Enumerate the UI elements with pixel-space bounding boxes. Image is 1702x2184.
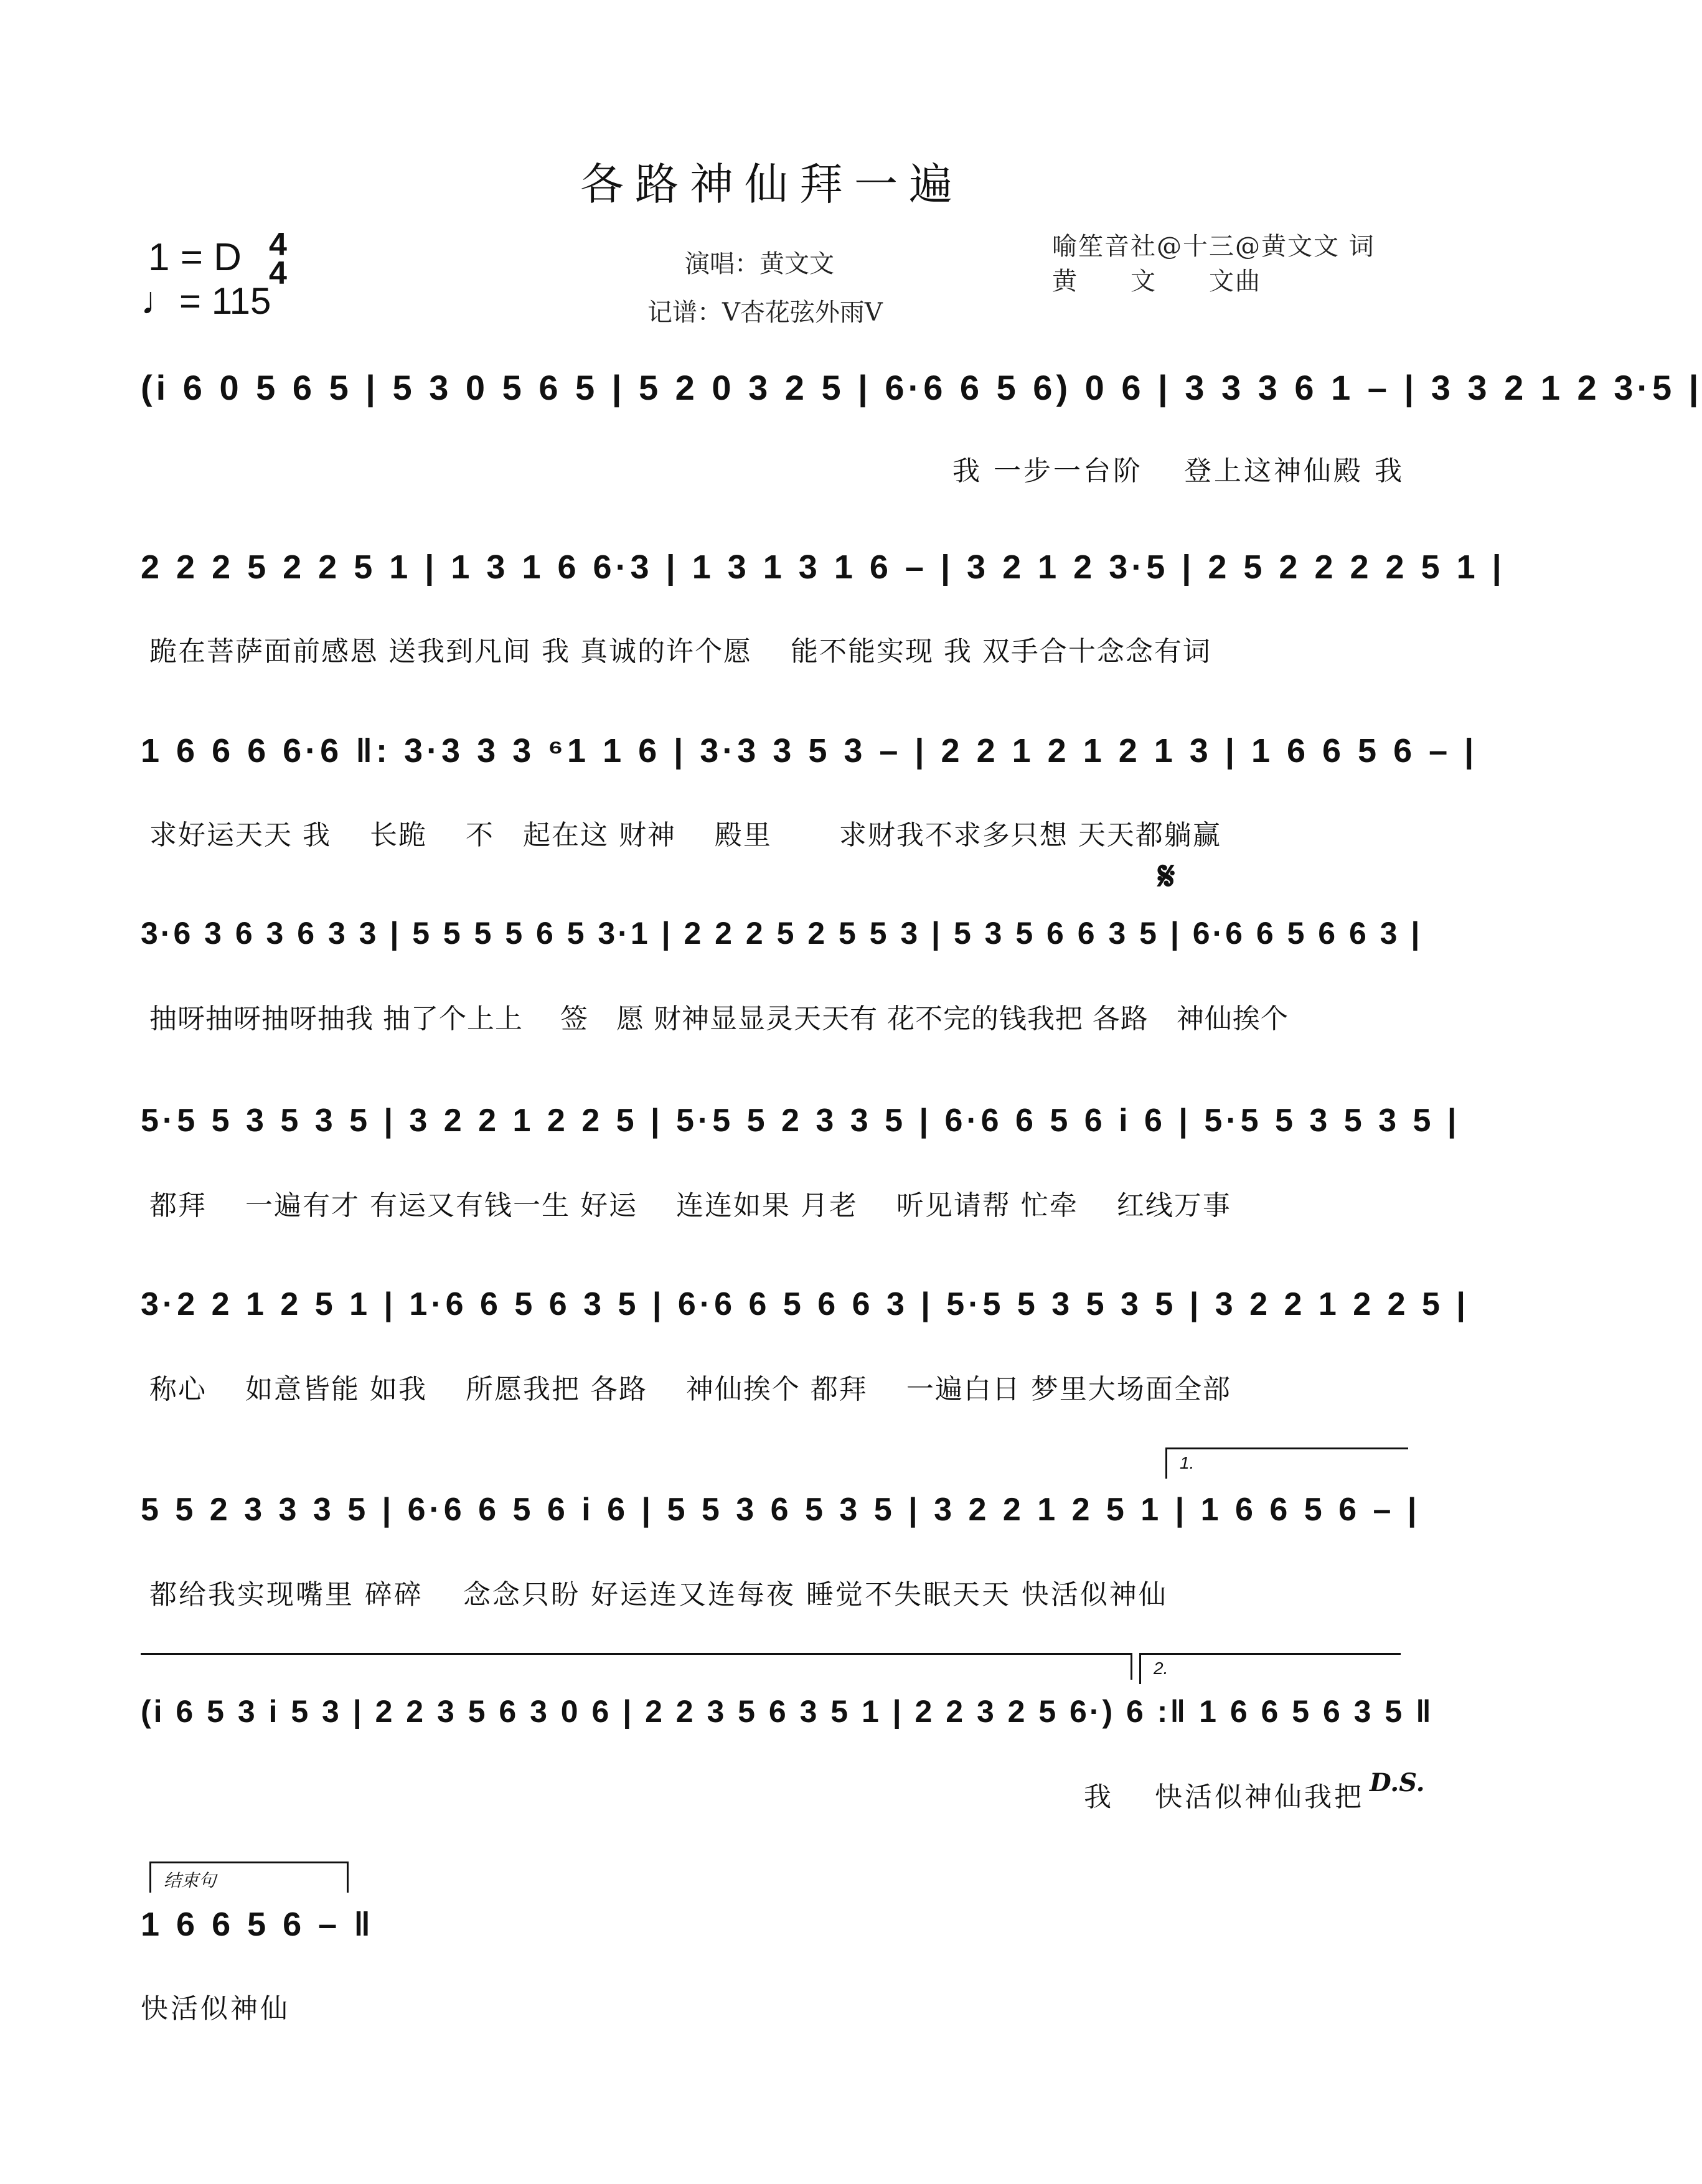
notation-line: 1 6 6 6 6·6 ‖: 3·3 3 3 ⁶1 1 6 | 3·3 3 5 3 – | 2 2 1 2 1 2 1 3 | 1 6 6 5 6 – | xyxy=(141,732,1478,770)
first-ending-bracket xyxy=(1165,1447,1408,1479)
notation-line: 2 2 2 5 2 2 5 1 | 1 3 1 6 6·3 | 1 3 1 3 1 6 – | 3 2 1 2 3·5 | 2 5 2 2 2 2 5 1 | xyxy=(141,548,1505,586)
dal-segno-marking: D.S. xyxy=(1370,1768,1425,1797)
quarter-note-icon: ♩ xyxy=(141,280,179,322)
segno-icon: 𝄋 xyxy=(1158,853,1175,900)
ending-phrase-label: 结束句 xyxy=(164,1871,217,1890)
ending-phrase-bracket xyxy=(149,1862,349,1893)
lyric-line: 抽呀抽呀抽呀抽我 抽了个上上 签 愿 财神显显灵天天有 花不完的钱我把 各路 神仙挨个 xyxy=(149,1003,1289,1035)
score-row-3 xyxy=(141,732,1478,856)
second-ending-bracket xyxy=(1139,1653,1401,1684)
song-title: 各路神仙拜一遍 xyxy=(580,159,964,210)
lyric-line: 我 一步一台阶 登上这神仙殿 我 xyxy=(952,455,1404,487)
composer-credit: 黄 文 文曲 xyxy=(1052,267,1261,296)
score-row-7 xyxy=(141,1491,1421,1616)
notator-credit: 记谱：V杏花弦外雨V xyxy=(647,298,883,327)
lyric-line: 求好运天天 我 长跪 不 起在这 财神 殿里 求财我不求多只想 天天都躺赢 xyxy=(149,819,1221,851)
score-row-1 xyxy=(141,367,1702,492)
lyric-line: 跪在菩萨面前感恩 送我到凡间 我 真诚的许个愿 能不能实现 我 双手合十念念有词 xyxy=(149,636,1211,667)
notation-line: (i 6 5 3 i 5 3 | 2 2 3 5 6 3 0 6 | 2 2 3 5 6 3 5 1 | 2 2 3 2 5 6·) 6 :‖ 1 6 6 5 6 3 5 ‖ xyxy=(141,1694,1434,1729)
first-ending-label: 1. xyxy=(1180,1453,1195,1472)
score-row-2 xyxy=(141,548,1505,672)
second-ending-label: 2. xyxy=(1154,1659,1168,1678)
meter-top: 4 xyxy=(269,227,287,263)
author-credits xyxy=(1052,229,1375,299)
lyricist-credit: 喻笙音社@十三@黄文文 词 xyxy=(1052,232,1375,261)
time-signature xyxy=(269,227,287,291)
singer-credit: 演唱：黄文文 xyxy=(685,250,834,278)
tempo-value: = 115 xyxy=(179,280,271,322)
notation-line: 3·2 2 1 2 5 1 | 1·6 6 5 6 3 5 | 6·6 6 5 6 6 3 | 5·5 5 3 5 3 5 | 3 2 2 1 2 2 5 | xyxy=(141,1286,1469,1322)
notation-line: 1 6 6 5 6 – ‖ xyxy=(141,1906,375,1943)
lyric-line: 我 快活似神仙我把 xyxy=(1084,1781,1364,1813)
lyric-line: 都给我实现嘴里 碎碎 念念只盼 好运连又连每夜 睡觉不失眠天天 快活似神仙 xyxy=(149,1579,1168,1611)
score-row-4 xyxy=(141,915,1422,1040)
lyric-line: 称心 如意皆能 如我 所愿我把 各路 神仙挨个 都拜 一遍白日 梦里大场面全部 xyxy=(149,1373,1231,1405)
score-row-9 xyxy=(141,1905,514,2030)
score-row-5 xyxy=(141,1102,1460,1226)
tempo-marking xyxy=(141,279,271,323)
score-row-6 xyxy=(141,1286,1469,1410)
lyric-line: 快活似神仙 xyxy=(141,1993,290,2025)
notation-line: 5·5 5 3 5 3 5 | 3 2 2 1 2 2 5 | 5·5 5 2 3 3 5 | 6·6 6 5 6 i 6 | 5·5 5 3 5 3 5 | xyxy=(141,1103,1460,1139)
key-signature: 1 = D xyxy=(148,236,242,279)
notation-line: (i 6 0 5 6 5 | 5 3 0 5 6 5 | 5 2 0 3 2 5 | 6·6 6 5 6) 0 6 | 3 3 3 6 1 – | 3 3 2 1 2 3·5 | xyxy=(141,368,1702,407)
notation-line: 3·6 3 6 3 6 3 3 | 5 5 5 5 6 5 3·1 | 2 2 2 5 2 5 5 3 | 5 3 5 6 6 3 5 | 6·6 6 5 6 6 3 | xyxy=(141,916,1422,951)
lyric-line: 都拜 一遍有才 有运又有钱一生 好运 连连如果 月老 听见请帮 忙牵 红线万事 xyxy=(149,1190,1231,1221)
repeat-span-line xyxy=(141,1653,1132,1680)
score-row-8 xyxy=(141,1693,1434,1818)
notation-line: 5 5 2 3 3 3 5 | 6·6 6 5 6 i 6 | 5 5 3 6 5 3 5 | 3 2 2 1 2 5 1 | 1 6 6 5 6 – | xyxy=(141,1492,1421,1528)
meter-bottom: 4 xyxy=(269,255,287,291)
